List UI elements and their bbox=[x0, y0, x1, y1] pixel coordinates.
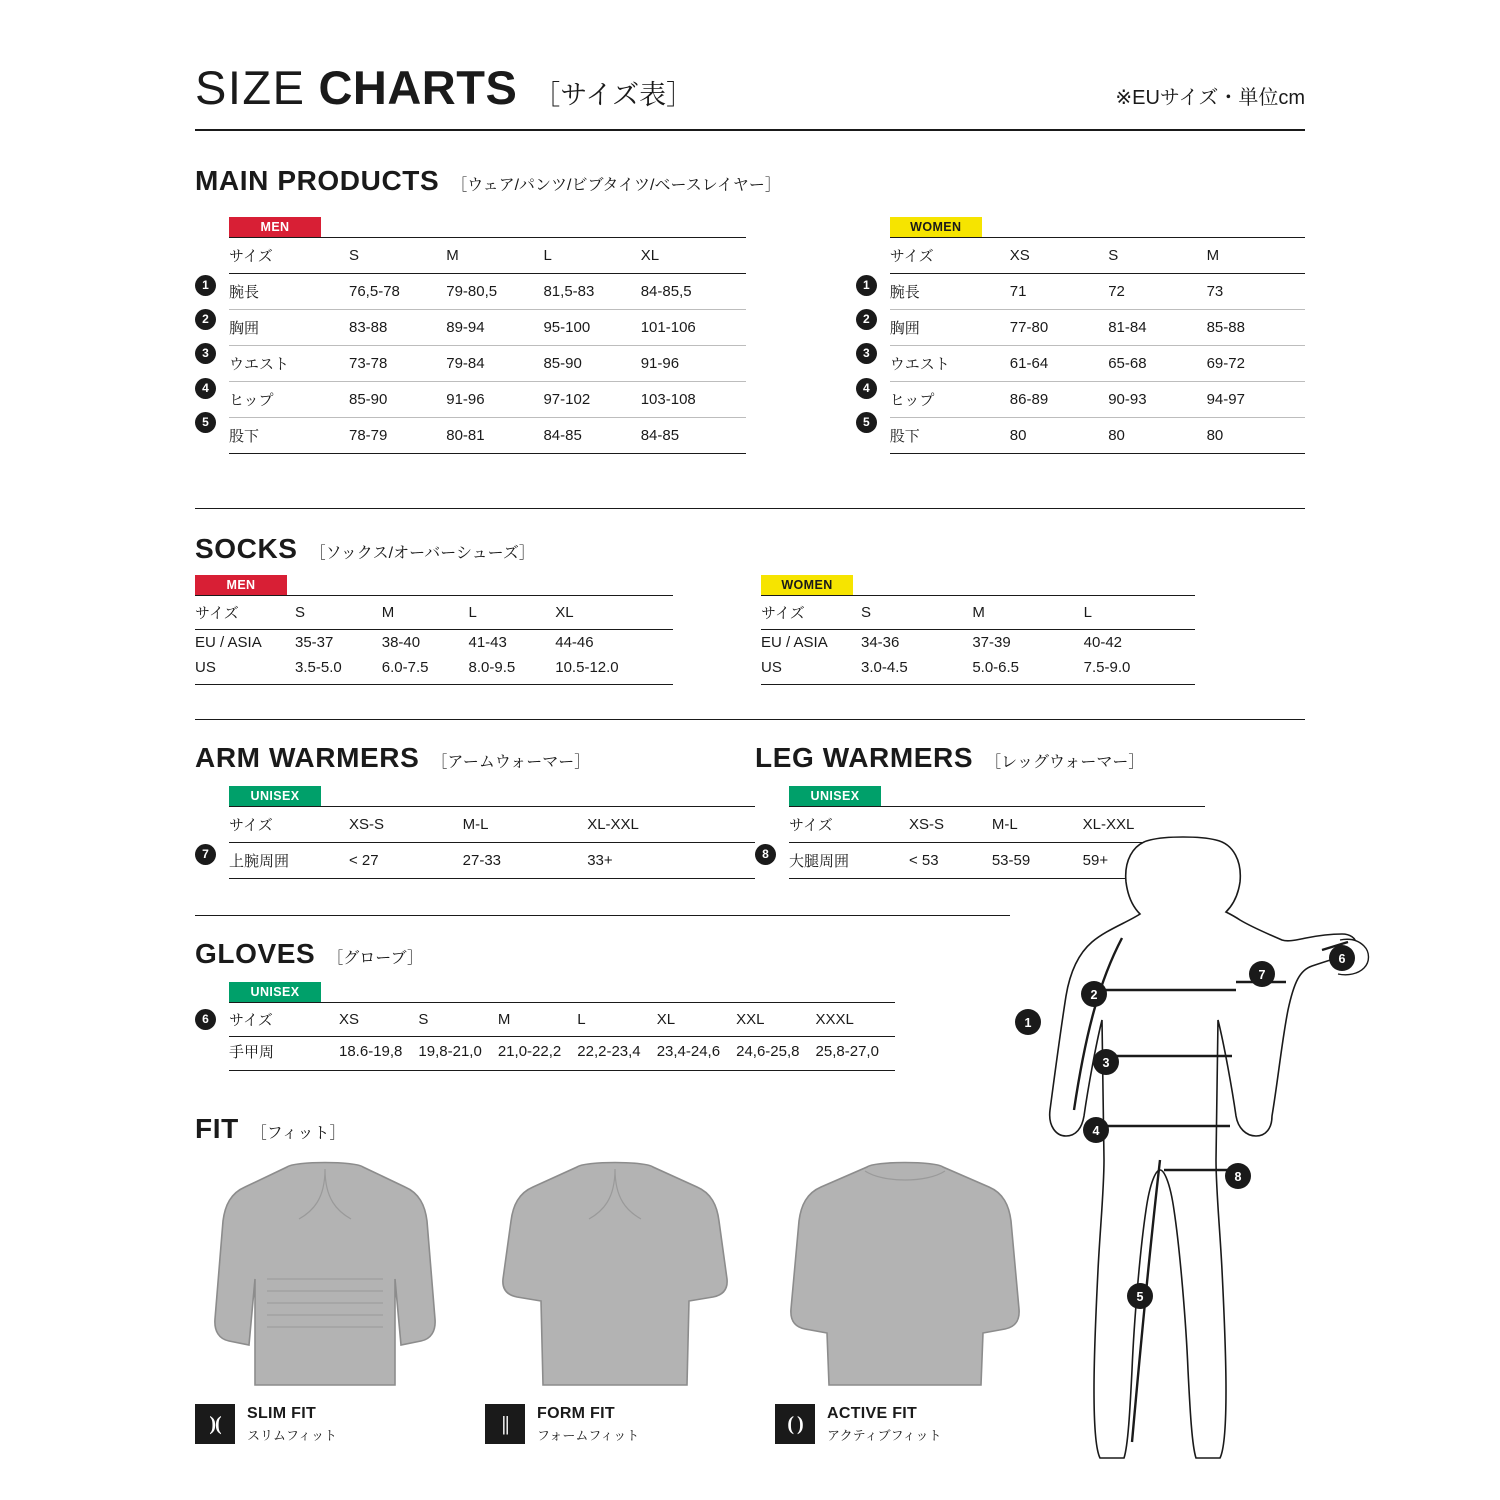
row-label: ウエスト bbox=[229, 346, 349, 382]
cell: 80-81 bbox=[446, 418, 543, 454]
section-title-en: FIT bbox=[195, 1113, 239, 1144]
col-header-l: L bbox=[543, 238, 640, 274]
title-charts: CHARTS bbox=[318, 61, 518, 114]
cell: 38-40 bbox=[381, 634, 421, 651]
fit-label-en: ACTIVE FIT bbox=[827, 1404, 918, 1422]
cell: 23,4-24,6 bbox=[657, 1037, 736, 1071]
cell: 81-84 bbox=[1108, 310, 1206, 346]
cell: 6.0-7.5 bbox=[382, 655, 469, 685]
main-men-table bbox=[229, 237, 746, 454]
section-title-en: SOCKS bbox=[195, 533, 298, 564]
cell: 94-97 bbox=[1207, 382, 1305, 418]
cell: 27-33 bbox=[463, 843, 588, 879]
row-label: 胸囲 bbox=[890, 310, 1010, 346]
svg-text:3: 3 bbox=[1102, 1056, 1110, 1070]
bullet-4: 4 bbox=[195, 378, 216, 399]
arm-warmers-block bbox=[195, 742, 755, 879]
table-row bbox=[890, 310, 1305, 346]
section-title-en: GLOVES bbox=[195, 938, 316, 969]
bullet-5: 5 bbox=[856, 412, 877, 433]
cell: 37-39 bbox=[972, 634, 1011, 651]
cell: 35-37 bbox=[295, 634, 334, 651]
section-divider bbox=[195, 508, 1305, 509]
section-title-jp: ［フィット］ bbox=[250, 1125, 346, 1142]
table-row bbox=[761, 655, 1195, 685]
cell: 65-68 bbox=[1108, 346, 1206, 382]
row-label: ウエスト bbox=[890, 346, 1010, 382]
cell: 81,5-83 bbox=[543, 274, 640, 310]
col-size-label: サイズ bbox=[789, 807, 909, 843]
col-header-s: S bbox=[295, 596, 382, 630]
bullet-6: 6 bbox=[195, 1009, 216, 1030]
col-header-xs-s: XS-S bbox=[909, 807, 992, 843]
tag-unisex: UNISEX bbox=[789, 786, 881, 806]
cell: 73-78 bbox=[349, 346, 446, 382]
main-women-table bbox=[890, 237, 1305, 454]
page-title bbox=[195, 60, 693, 115]
section-divider bbox=[195, 719, 1305, 720]
main-women-bullets bbox=[856, 237, 890, 454]
cell: < 53 bbox=[909, 843, 992, 879]
cell: 18.6-19,8 bbox=[339, 1037, 418, 1071]
col-header-l: L bbox=[1084, 596, 1195, 630]
col-size-label: サイズ bbox=[890, 238, 1010, 274]
fit-label-jp: アクティブフィット bbox=[827, 1427, 942, 1443]
section-title-en: MAIN PRODUCTS bbox=[195, 165, 440, 196]
cell: 77-80 bbox=[1010, 310, 1108, 346]
body-measurement-diagram bbox=[1000, 830, 1380, 1470]
cell: 91-96 bbox=[641, 346, 746, 382]
fit-caption-slim bbox=[195, 1404, 485, 1444]
col-header-xxxl: XXXL bbox=[816, 1003, 895, 1037]
cell: 89-94 bbox=[446, 310, 543, 346]
table-row bbox=[229, 843, 755, 879]
unit-note: ※EUサイズ・単位cm bbox=[1115, 87, 1305, 109]
col-header-m-l: M-L bbox=[992, 807, 1083, 843]
socks-men-block bbox=[195, 575, 673, 685]
bullet-5: 5 bbox=[195, 412, 216, 433]
col-header-s: S bbox=[418, 1003, 497, 1037]
active-fit-illustration bbox=[775, 1159, 1035, 1389]
cell: 8.0-9.5 bbox=[469, 655, 556, 685]
body-figure bbox=[1000, 830, 1380, 1470]
tag-women: WOMEN bbox=[761, 575, 853, 595]
cell: 85-90 bbox=[349, 382, 446, 418]
col-header-s: S bbox=[1108, 238, 1206, 274]
cell: 3.0-4.5 bbox=[861, 655, 972, 685]
cell: 79-84 bbox=[446, 346, 543, 382]
row-label: 胸囲 bbox=[229, 310, 349, 346]
cell: 44-46 bbox=[555, 634, 594, 651]
cell: 80 bbox=[1207, 418, 1305, 454]
svg-text:5: 5 bbox=[1136, 1290, 1144, 1304]
col-header-s: S bbox=[349, 238, 446, 274]
cell: 21,0-22,2 bbox=[498, 1037, 577, 1071]
cell: 10.5-12.0 bbox=[555, 655, 673, 685]
bullet-4: 4 bbox=[856, 378, 877, 399]
table-row bbox=[229, 310, 746, 346]
row-label: ヒップ bbox=[890, 382, 1010, 418]
cell: 84-85 bbox=[641, 418, 746, 454]
row-label: 股下 bbox=[229, 418, 349, 454]
row-label: 股下 bbox=[890, 418, 1010, 454]
cell: 19,8-21,0 bbox=[418, 1037, 497, 1071]
cell: 34-36 bbox=[861, 634, 900, 651]
cell: 7.5-9.0 bbox=[1084, 655, 1195, 685]
cell: 33+ bbox=[587, 843, 755, 879]
fit-label-jp: フォームフィット bbox=[537, 1427, 640, 1443]
slim-fit-illustration bbox=[195, 1159, 455, 1389]
section-title-en: ARM WARMERS bbox=[195, 742, 420, 773]
tag-women: WOMEN bbox=[890, 217, 982, 237]
svg-text:4: 4 bbox=[1092, 1124, 1100, 1138]
fit-label-en: FORM FIT bbox=[537, 1404, 615, 1422]
fit-label-jp: スリムフィット bbox=[247, 1427, 337, 1443]
table-row bbox=[229, 382, 746, 418]
col-header-m-l: M-L bbox=[463, 807, 588, 843]
socks-women-block bbox=[761, 575, 1195, 685]
col-header-xl: XL bbox=[657, 1003, 736, 1037]
bullet-7: 7 bbox=[195, 844, 216, 865]
cell: 84-85,5 bbox=[641, 274, 746, 310]
fit-item-slim bbox=[195, 1159, 485, 1444]
table-row bbox=[890, 346, 1305, 382]
row-label: 手甲周 bbox=[229, 1037, 339, 1071]
table-row bbox=[229, 346, 746, 382]
table-row bbox=[195, 655, 673, 685]
table-row bbox=[890, 418, 1305, 454]
cell: 22,2-23,4 bbox=[577, 1037, 656, 1071]
title-japanese: ［サイズ表］ bbox=[533, 80, 694, 110]
gloves-table bbox=[229, 1002, 895, 1071]
col-header-xxl: XXL bbox=[736, 1003, 815, 1037]
cell: 24,6-25,8 bbox=[736, 1037, 815, 1071]
main-men-table-block bbox=[195, 217, 746, 454]
cell: 97-102 bbox=[543, 382, 640, 418]
row-label: US bbox=[761, 655, 861, 685]
section-title-jp: ［レッグウォーマー］ bbox=[985, 754, 1145, 771]
bullet-1: 1 bbox=[856, 275, 877, 296]
arm-warmers-bullets bbox=[195, 806, 229, 879]
table-row bbox=[195, 630, 673, 656]
section-title-jp: ［ウェア/パンツ/ビブタイツ/ベースレイヤー］ bbox=[451, 177, 781, 194]
cell: 95-100 bbox=[543, 310, 640, 346]
table-row bbox=[890, 382, 1305, 418]
row-label: 上腕周囲 bbox=[229, 843, 349, 879]
cell: 69-72 bbox=[1207, 346, 1305, 382]
svg-text:1: 1 bbox=[1024, 1016, 1032, 1030]
row-label: 腕長 bbox=[890, 274, 1010, 310]
cell: 90-93 bbox=[1108, 382, 1206, 418]
col-header-m: M bbox=[382, 596, 469, 630]
col-header-m: M bbox=[1207, 238, 1305, 274]
tag-men: MEN bbox=[195, 575, 287, 595]
col-size-label: サイズ bbox=[195, 596, 295, 630]
cell: 78-79 bbox=[349, 418, 446, 454]
table-row bbox=[229, 1037, 895, 1071]
section-leg-warmers-heading bbox=[755, 742, 1205, 774]
fit-label-en: SLIM FIT bbox=[247, 1404, 317, 1422]
table-row bbox=[229, 274, 746, 310]
section-title-jp: ［アームウォーマー］ bbox=[431, 754, 591, 771]
cell: 79-80,5 bbox=[446, 274, 543, 310]
svg-text:2: 2 bbox=[1090, 988, 1098, 1002]
cell: 59+ bbox=[1083, 843, 1205, 879]
col-header-l: L bbox=[577, 1003, 656, 1037]
col-header-m: M bbox=[498, 1003, 577, 1037]
cell: 53-59 bbox=[992, 843, 1083, 879]
bullet-2: 2 bbox=[195, 309, 216, 330]
slim-fit-icon: )( bbox=[195, 1404, 235, 1444]
row-label: US bbox=[195, 655, 295, 685]
leg-warmers-bullets bbox=[755, 806, 789, 879]
active-fit-icon: ( ) bbox=[775, 1404, 815, 1444]
col-header-xl-xxl: XL-XXL bbox=[587, 807, 755, 843]
socks-men-table bbox=[195, 595, 673, 685]
col-size-label: サイズ bbox=[229, 238, 349, 274]
section-arm-warmers-heading bbox=[195, 742, 755, 774]
socks-women-table bbox=[761, 595, 1195, 685]
cell: 85-90 bbox=[543, 346, 640, 382]
cell: 41-43 bbox=[468, 634, 507, 651]
section-title-jp: ［ソックス/オーバーシューズ］ bbox=[309, 545, 535, 562]
bullet-1: 1 bbox=[195, 275, 216, 296]
cell: 80 bbox=[1108, 418, 1206, 454]
col-size-label: サイズ bbox=[229, 807, 349, 843]
tag-unisex: UNISEX bbox=[229, 982, 321, 1002]
col-header-xs: XS bbox=[339, 1003, 418, 1037]
cell: 3.5-5.0 bbox=[295, 655, 382, 685]
col-header-xs-s: XS-S bbox=[349, 807, 463, 843]
table-row bbox=[229, 418, 746, 454]
cell: < 27 bbox=[349, 843, 463, 879]
section-divider bbox=[195, 915, 1010, 916]
svg-text:8: 8 bbox=[1234, 1170, 1242, 1184]
col-size-label: サイズ bbox=[229, 1003, 339, 1037]
cell: 101-106 bbox=[641, 310, 746, 346]
tag-unisex: UNISEX bbox=[229, 786, 321, 806]
page-header bbox=[195, 60, 1305, 131]
row-label: EU / ASIA bbox=[761, 634, 828, 651]
row-label: 大腿周囲 bbox=[789, 843, 909, 879]
section-title-en: LEG WARMERS bbox=[755, 742, 974, 773]
cell: 40-42 bbox=[1083, 634, 1123, 651]
cell: 103-108 bbox=[641, 382, 746, 418]
row-label: 腕長 bbox=[229, 274, 349, 310]
cell: 76,5-78 bbox=[349, 274, 446, 310]
row-label: EU / ASIA bbox=[195, 634, 262, 651]
col-header-xl: XL bbox=[641, 238, 746, 274]
bullet-3: 3 bbox=[195, 343, 216, 364]
col-header-xs: XS bbox=[1010, 238, 1108, 274]
col-header-s: S bbox=[861, 596, 972, 630]
cell: 91-96 bbox=[446, 382, 543, 418]
cell: 85-88 bbox=[1207, 310, 1305, 346]
title-size: SIZE bbox=[195, 61, 306, 114]
bullet-3: 3 bbox=[856, 343, 877, 364]
table-row bbox=[761, 630, 1195, 656]
svg-text:7: 7 bbox=[1258, 968, 1266, 982]
section-main-products-heading bbox=[195, 165, 1305, 197]
main-men-bullets bbox=[195, 237, 229, 454]
bullet-8: 8 bbox=[755, 844, 776, 865]
row-label: ヒップ bbox=[229, 382, 349, 418]
cell: 83-88 bbox=[349, 310, 446, 346]
col-header-m: M bbox=[446, 238, 543, 274]
cell: 86-89 bbox=[1010, 382, 1108, 418]
cell: 84-85 bbox=[543, 418, 640, 454]
cell: 80 bbox=[1010, 418, 1108, 454]
col-size-label: サイズ bbox=[761, 596, 861, 630]
fit-caption-form bbox=[485, 1404, 775, 1444]
cell: 73 bbox=[1207, 274, 1305, 310]
cell: 25,8-27,0 bbox=[816, 1037, 895, 1071]
form-fit-icon: || bbox=[485, 1404, 525, 1444]
col-header-xl-xxl: XL-XXL bbox=[1083, 807, 1205, 843]
cell: 71 bbox=[1010, 274, 1108, 310]
table-row bbox=[890, 274, 1305, 310]
arm-warmers-table bbox=[229, 806, 755, 879]
col-header-m: M bbox=[972, 596, 1083, 630]
cell: 72 bbox=[1108, 274, 1206, 310]
section-title-jp: ［グローブ］ bbox=[327, 950, 423, 967]
col-header-l: L bbox=[469, 596, 556, 630]
svg-text:6: 6 bbox=[1338, 952, 1346, 966]
gloves-bullets bbox=[195, 1002, 229, 1071]
bullet-2: 2 bbox=[856, 309, 877, 330]
form-fit-illustration bbox=[485, 1159, 745, 1389]
cell: 61-64 bbox=[1010, 346, 1108, 382]
main-women-table-block bbox=[856, 217, 1305, 454]
col-header-xl: XL bbox=[555, 596, 673, 630]
fit-item-form bbox=[485, 1159, 775, 1444]
cell: 5.0-6.5 bbox=[972, 655, 1083, 685]
tag-men: MEN bbox=[229, 217, 321, 237]
section-socks-heading bbox=[195, 533, 1305, 565]
